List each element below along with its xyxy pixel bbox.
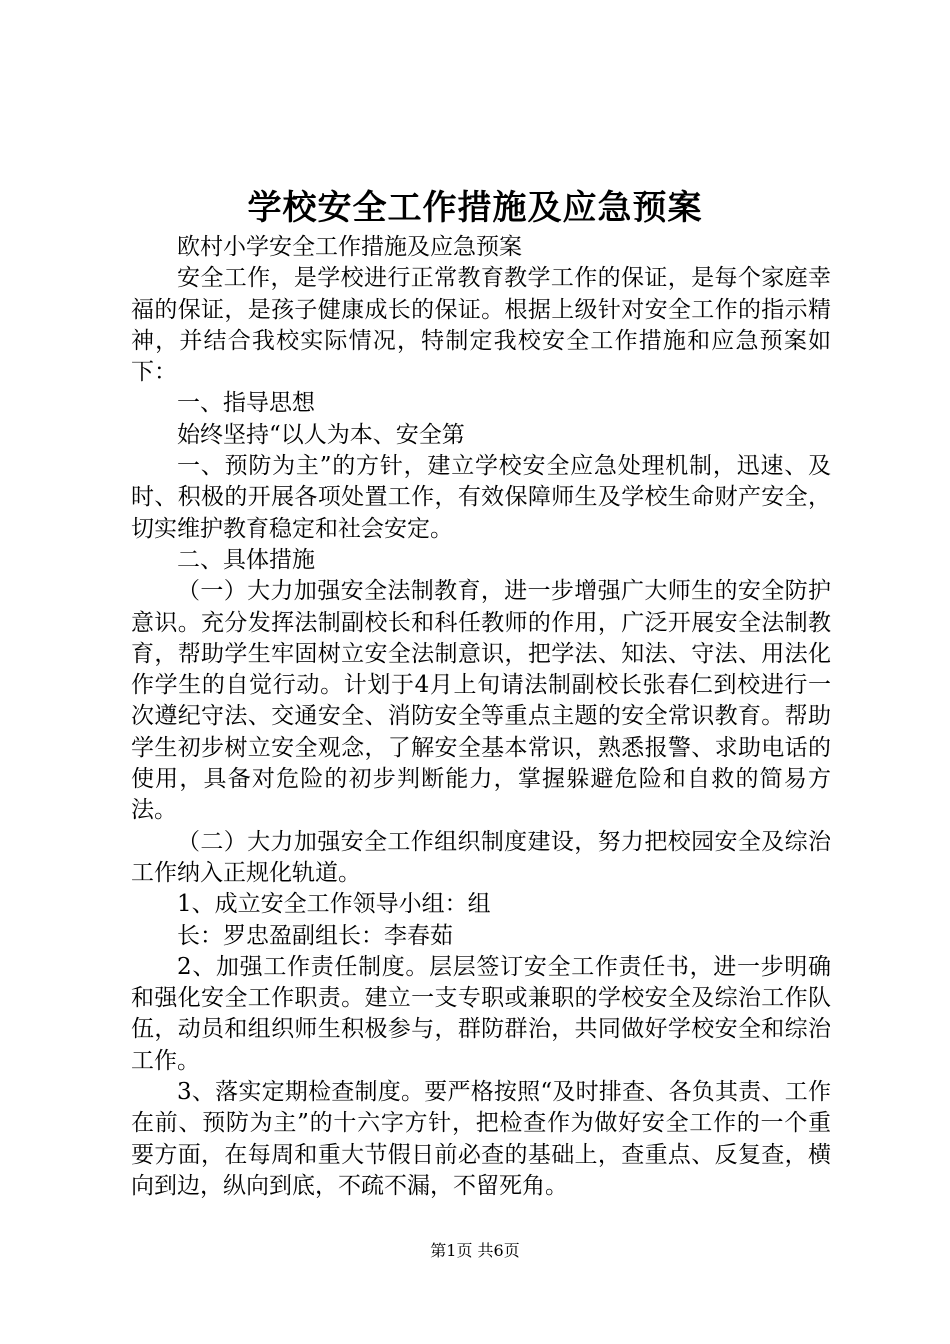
heading-specific-measures: 二、具体措施	[177, 546, 315, 573]
paragraph-principle-start: 始终坚持“以人为本、安全第	[177, 421, 465, 448]
paragraph-inspection: 3、落实定期检查制度。要严格按照“及时排查、各负其责、工作在前、预防为主”的十六字方针，把检查作为做好安全工作的一个重要方面，在每周和重大节假日前必查的基础上，查重点、反复查，横向到边，纵向到底，不疏不漏，不留死角。	[131, 1079, 831, 1199]
paragraph-leaders: 长：罗忠盈副组长：李春茹	[177, 922, 453, 949]
paragraph-principle-cont: 一、预防为主”的方针，建立学校安全应急处理机制，迅速、及时、积极的开展各项处置工作，有效保障师生及学校生命财产安全，切实维护教育稳定和社会安定。	[131, 453, 831, 542]
paragraph-intro: 安全工作，是学校进行正常教育教学工作的保证，是每个家庭幸福的保证，是孩子健康成长的保证。根据上级针对安全工作的指示精神，并结合我校实际情况，特制定我校安全工作措施和应急预案如下：	[131, 265, 831, 386]
document-title: 学校安全工作措施及应急预案	[247, 188, 703, 228]
page-footer: 第1页 共6页	[430, 1241, 520, 1260]
paragraph-subtitle: 欧村小学安全工作措施及应急预案	[177, 234, 522, 260]
paragraph-measure-2: （二）大力加强安全工作组织制度建设，努力把校园安全及综治工作纳入正规化轨道。	[131, 828, 831, 886]
paragraph-responsibility: 2、加强工作责任制度。层层签订安全工作责任书，进一步明确和强化安全工作职责。建立一支专职或兼职的学校安全及综治工作队伍，动员和组织师生积极参与，群防群治，共同做好学校安全和综治工作。	[131, 953, 831, 1074]
paragraph-measure-1: （一）大力加强安全法制教育，进一步增强广大师生的安全防护意识。充分发挥法制副校长和科任教师的作用，广泛开展安全法制教育，帮助学生牢固树立安全法制意识，把学法、知法、守法、用法化作学生的自觉行动。计划于4月上旬请法制副校长张春仁到校进行一次遵纪守法、交通安全、消防安全等重点主题的安全常识教育。帮助学生初步树立安全观念，了解安全基本常识，熟悉报警、求助电话的使用，具备对危险的初步判断能力，掌握躲避危险和自救的简易方法。	[131, 578, 831, 824]
paragraph-leading-group: 1、成立安全工作领导小组：组	[177, 891, 491, 918]
document-body	[131, 232, 831, 1202]
heading-guiding-thought: 一、指导思想	[177, 390, 315, 417]
